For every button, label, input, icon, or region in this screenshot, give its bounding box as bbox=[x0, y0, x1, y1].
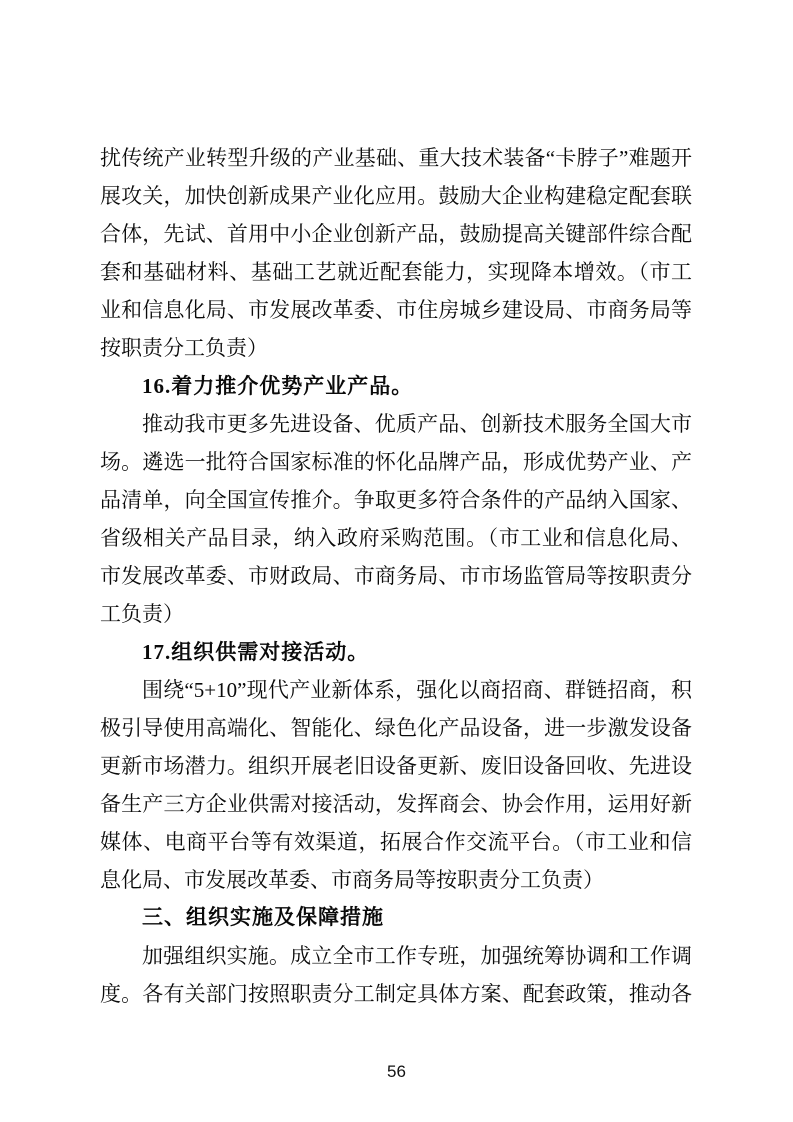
text-line: 媒体、电商平台等有效渠道，拓展合作交流平台。（市工业和信 bbox=[100, 830, 692, 854]
text-line: 更新市场潜力。组织开展老旧设备更新、废旧设备回收、先进设 bbox=[100, 754, 692, 778]
text-line: 工负责） bbox=[100, 602, 184, 626]
text-line: 省级相关产品目录，纳入政府采购范围。（市工业和信息化局、 bbox=[100, 526, 692, 550]
text-line: 度。各有关部门按照职责分工制定具体方案、配套政策，推动各 bbox=[100, 982, 692, 1006]
text-line: 围绕“5+10”现代产业新体系，强化以商招商、群链招商，积 bbox=[142, 678, 692, 702]
heading-item-16: 16.着力推介优势产业产品。 bbox=[142, 374, 414, 398]
text-line: 极引导使用高端化、智能化、绿色化产品设备，进一步激发设备 bbox=[100, 716, 692, 740]
page-number: 56 bbox=[387, 1062, 406, 1081]
document-body bbox=[100, 139, 692, 1013]
text-line: 业和信息化局、市发展改革委、市住房城乡建设局、市商务局等 bbox=[100, 298, 692, 322]
text-line: 扰传统产业转型升级的产业基础、重大技术装备“卡脖子”难题开 bbox=[100, 146, 692, 170]
text-line: 套和基础材料、基础工艺就近配套能力，实现降本增效。（市工 bbox=[100, 260, 692, 284]
text-line: 展攻关，加快创新成果产业化应用。鼓励大企业构建稳定配套联 bbox=[100, 184, 692, 208]
text-line: 市发展改革委、市财政局、市商务局、市市场监管局等按职责分 bbox=[100, 564, 692, 588]
text-line: 推动我市更多先进设备、优质产品、创新技术服务全国大市 bbox=[142, 412, 692, 436]
text-line: 场。遴选一批符合国家标准的怀化品牌产品，形成优势产业、产 bbox=[100, 450, 692, 474]
text-line: 备生产三方企业供需对接活动，发挥商会、协会作用，运用好新 bbox=[100, 792, 692, 816]
text-line: 合体，先试、首用中小企业创新产品，鼓励提高关键部件综合配 bbox=[100, 222, 692, 246]
text-line: 息化局、市发展改革委、市商务局等按职责分工负责） bbox=[100, 868, 604, 892]
text-line: 加强组织实施。成立全市工作专班，加强统筹协调和工作调 bbox=[142, 944, 692, 968]
text-line: 品清单，向全国宣传推介。争取更多符合条件的产品纳入国家、 bbox=[100, 488, 692, 512]
heading-item-17: 17.组织供需对接活动。 bbox=[142, 640, 370, 664]
heading-section-3: 三、组织实施及保障措施 bbox=[142, 906, 384, 929]
text-line: 按职责分工负责） bbox=[100, 336, 268, 360]
